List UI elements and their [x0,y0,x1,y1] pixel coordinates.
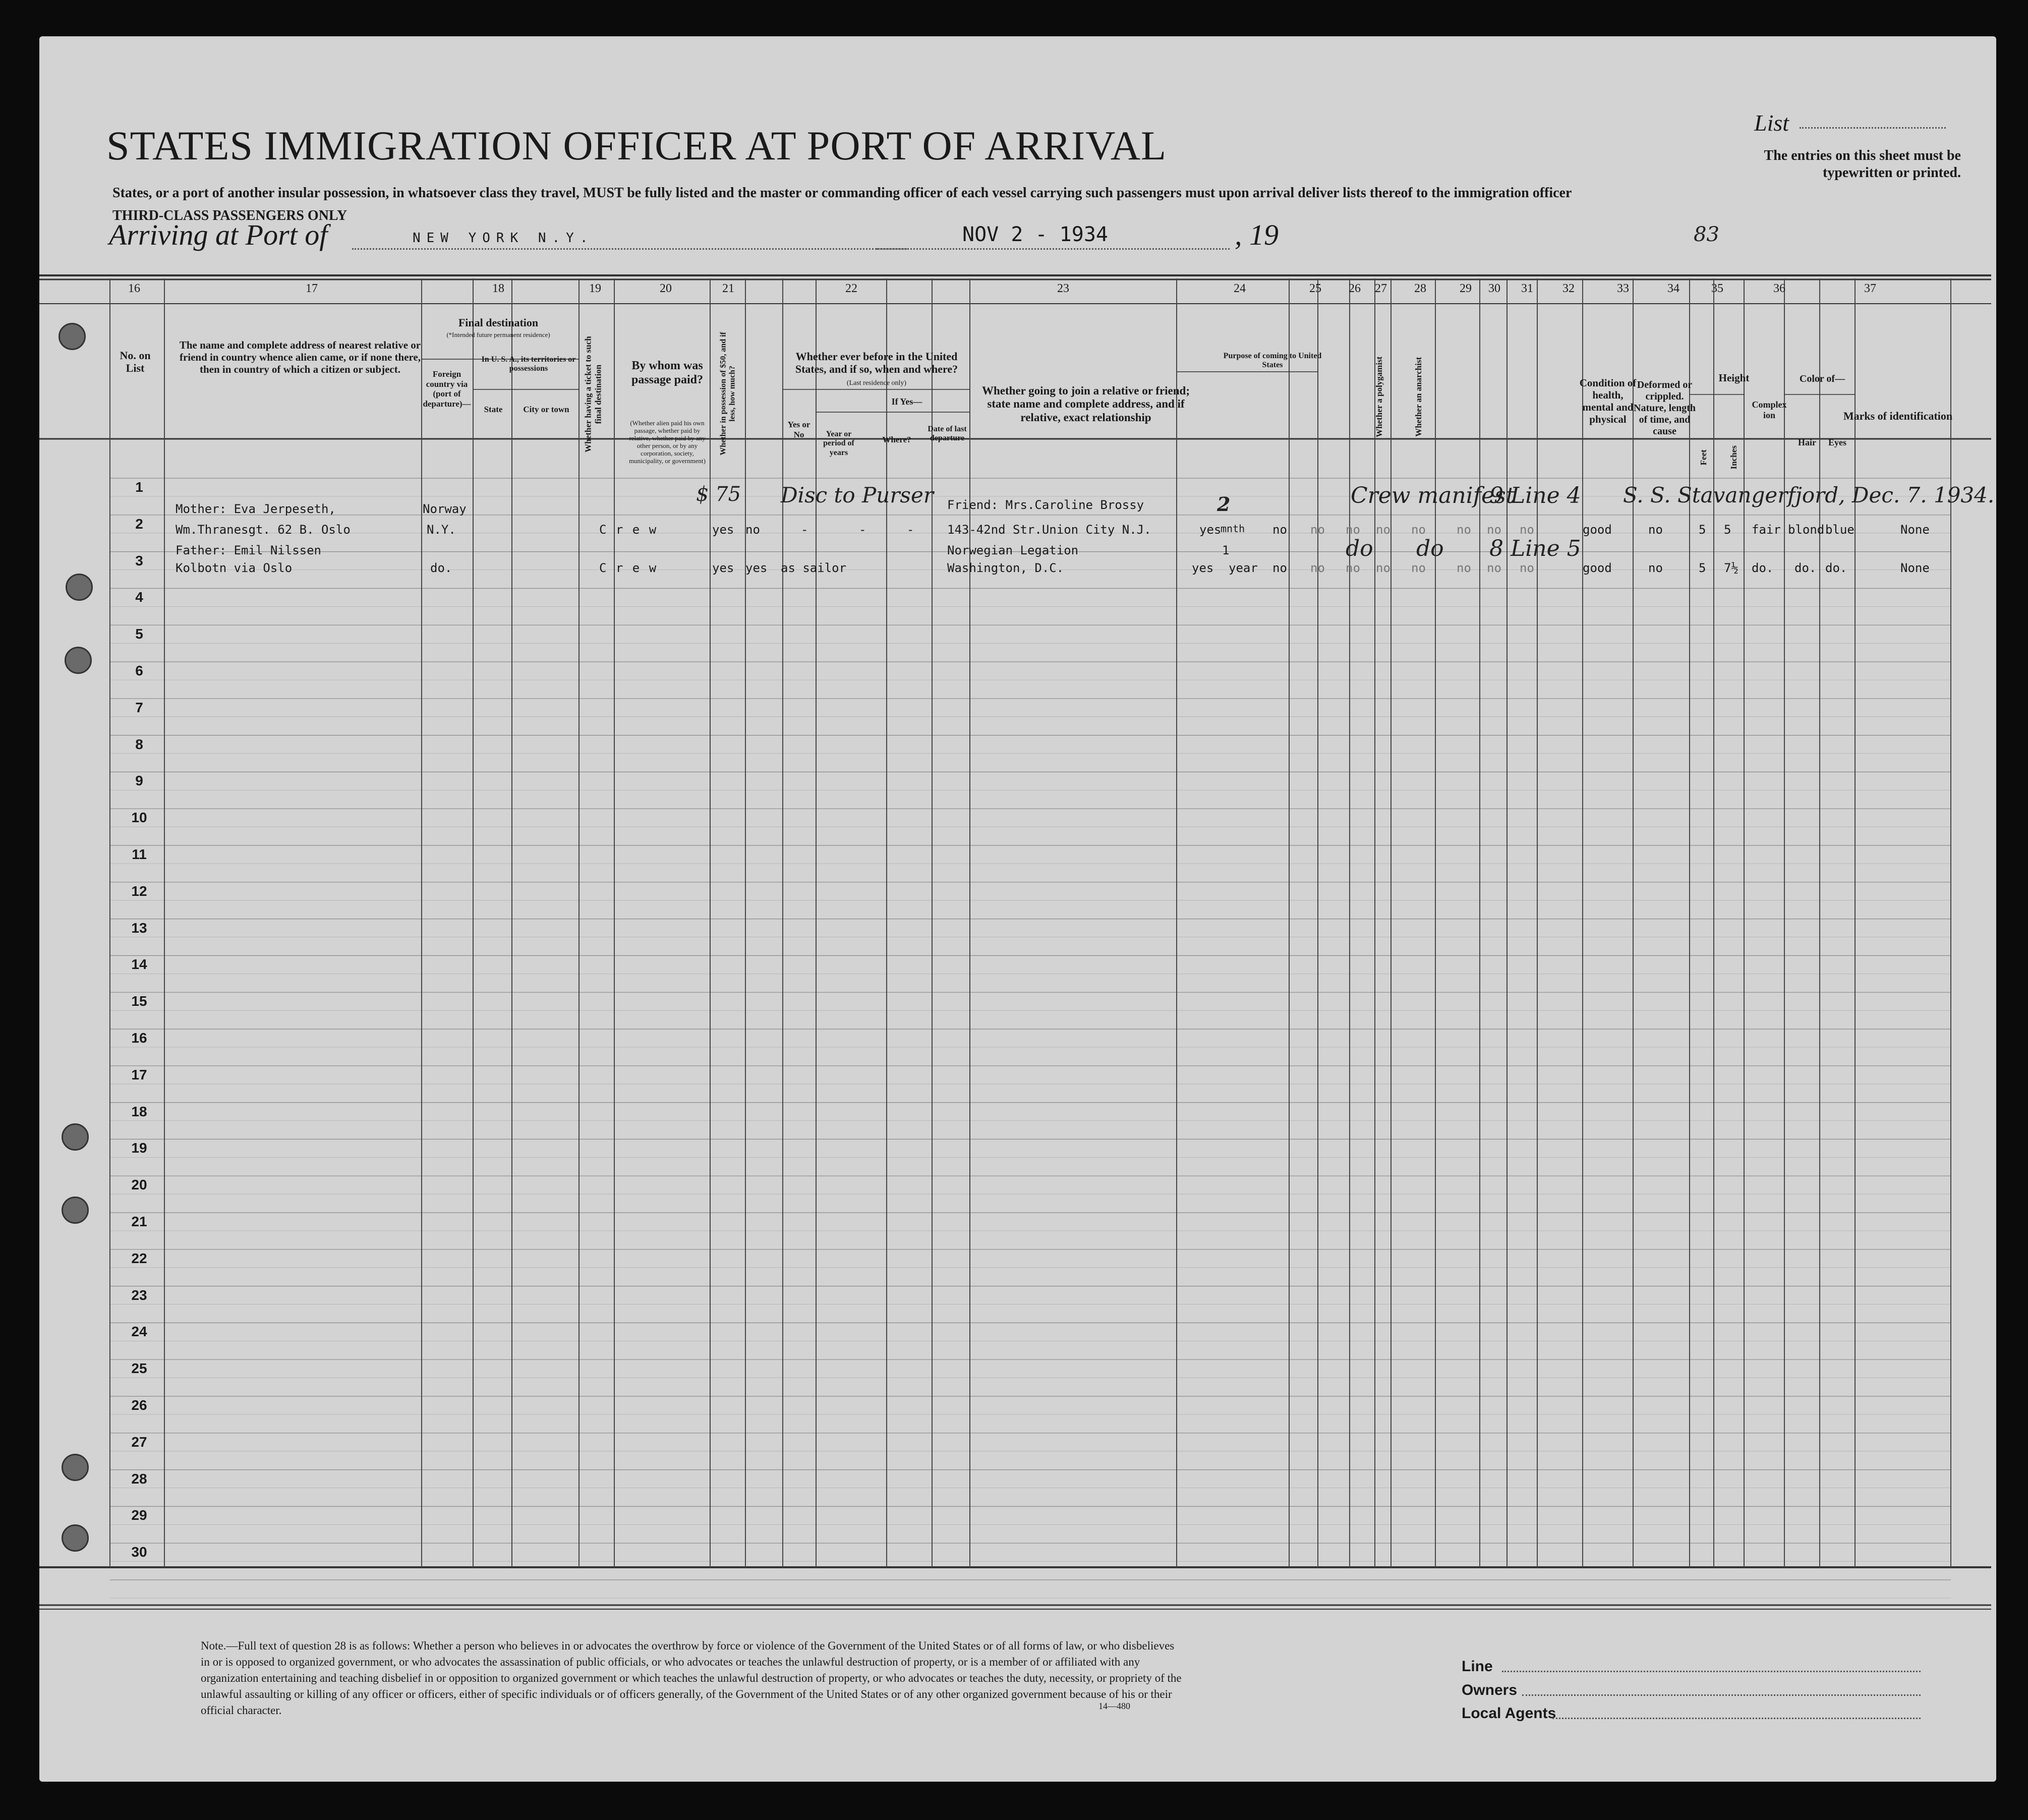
binder-hole [62,1454,89,1481]
row-number: 7 [135,699,143,715]
row-number: 21 [131,1214,147,1229]
row2-marks: None [1900,561,1930,575]
footer-line-field [1502,1671,1921,1672]
header-inches: Inches [1729,445,1739,470]
row-number: 23 [131,1287,147,1303]
header-complexion: Complexion [1752,400,1787,420]
row2-deformed: no [1648,561,1663,575]
row1-hair: blond [1788,523,1825,537]
row1-q29: no [1457,523,1471,537]
row2-passage-paid: C r e w [599,561,658,575]
row2-do-handwritten-2: do [1416,536,1444,561]
colnum-24: 24 [1234,282,1246,295]
colnum-26: 26 [1349,282,1361,295]
row2-line-handwritten: 8 Line 5 [1489,536,1581,561]
row2-join-line2: Washington, D.C. [947,561,1064,575]
port-value: NEW YORK N.Y. [413,231,594,246]
colnum-30: 30 [1488,282,1500,295]
header-state: State [484,405,503,414]
row1-years: - [801,523,808,537]
row2-do-handwritten-1: do [1346,536,1373,561]
footer-owners-field [1522,1694,1921,1696]
colnum-22: 22 [845,282,857,295]
row2-eyes: do. [1825,561,1847,575]
header-no-on-list: No. on List [120,349,151,375]
row1-anarchist: no [1376,523,1390,537]
row1-length-handwritten: 2 [1217,493,1231,516]
footer-owners-label: Owners [1462,1682,1518,1698]
row1-inches: 5 [1724,523,1731,537]
row1-foreign-country: Norway [423,502,467,516]
header-hair: Hair [1798,437,1816,447]
row2-q25: no [1310,561,1325,575]
header-if-yes: If Yes— [891,396,922,407]
row2-anarchist: no [1376,561,1390,575]
row-number: 28 [131,1470,147,1487]
row1-deformed: no [1648,523,1663,537]
row-number: 19 [131,1140,147,1156]
header-ticket: Whether having a ticket to such final destination [583,336,603,452]
row-number: 30 [131,1544,147,1560]
colnum-32: 32 [1562,282,1575,295]
row1-eyes: blue [1825,523,1855,537]
row1-line-handwritten: 9 Line 4 [1489,483,1581,508]
header-passage-paid-sub: (Whether alien paid his own passage, whether paid by relative, whether paid by any other person, or by any corporation, society, municipality, or government) [629,419,706,465]
row1-citizen: no [1272,523,1287,537]
row1-polygamist: no [1346,523,1360,537]
row1-foreign-port: N.Y. [427,523,456,537]
row1-length: mnth [1221,523,1245,535]
row-number: 8 [135,736,143,752]
colnum-36: 36 [1773,282,1785,295]
colnum-29: 29 [1460,282,1472,295]
header-in-usa: In U. S. A., its territories or possessions [481,355,576,373]
row1-ship-note: S. S. Stavangerfjord, Dec. 7. 1934. [1623,483,1995,507]
date-value: NOV 2 - 1934 [962,223,1108,246]
page-mark: 83 [1694,223,1719,246]
row2-relative-line2: Kolbotn via Oslo [176,561,293,575]
row1-feet: 5 [1699,523,1706,537]
colnum-19: 19 [589,282,601,295]
row1-health: good [1583,523,1612,537]
footnote-question-28: Note.—Full text of question 28 is as follows: Whether a person who believes in or advocates the overthrow by force or violence of the Government of the United States or of all forms of law, or who disbelieves in or is opposed to organized government, or who advocates the assassination of public officials, or who advocates or teaches the unlawful destruction of property, or is a member of or affiliated with any organization entertaining and teaching disbelief in or opposition to organized government or which teaches the unlawful destruction of property, or who advocates or teaches the duty, necessity, or propriety of the unlawful assaulting or killing of any officer or officers, either of specific individuals or of officers generally, of the Government of the United States or of any other organized government because of his or their official character. [201,1639,1182,1717]
row2-inches: 7½ [1724,561,1739,575]
row2-foreign-country: do. [430,561,452,575]
row1-q30: no [1487,523,1501,537]
colnum-18: 18 [492,282,504,295]
header-foreign-country: Foreign country via (port of departure)— [423,369,471,409]
row2-join-line1: Norwegian Legation [947,543,1079,557]
row1-relative-line2: Wm.Thranesgt. 62 B. Oslo [176,523,351,537]
colnum-23: 23 [1057,282,1069,295]
colnum-37: 37 [1864,282,1876,295]
row-number: 12 [131,883,147,899]
row2-money: yes [712,561,734,575]
row1-money-handwritten: $ 75 [696,483,741,506]
row1-join-line2: 143-42nd Str.Union City N.J. [947,523,1151,537]
intro-text: States, or a port of another insular possession, in whatsoever class they travel, MUST be fully listed and the master or commanding officer of each vessel carrying such passengers must upon arrival deliver lists thereof to the immigration officer [112,185,1572,201]
row-number: 2 [135,516,143,532]
header-purpose: Purpose of coming to United States [1223,352,1322,370]
colnum-35: 35 [1711,282,1723,295]
row1-q31: no [1520,523,1534,537]
row2-before: yes [745,561,768,575]
row2-length: year [1229,561,1258,575]
header-last-residence: (Last residence only) [846,379,907,387]
row2-q31: no [1520,561,1534,575]
colnum-25: 25 [1309,282,1321,295]
header-anarchist: Whether an anarchist [1414,357,1424,437]
header-eyes: Eyes [1828,437,1846,447]
row1-passage-paid: C r e w [599,523,658,537]
colnum-28: 28 [1414,282,1426,295]
colnum-31: 31 [1521,282,1533,295]
row2-citizen: no [1272,561,1287,575]
row-number: 4 [135,589,143,605]
row-number: 16 [131,1030,147,1046]
row-number: 5 [135,626,143,642]
row2-health: good [1583,561,1612,575]
row-number: 17 [131,1066,147,1083]
binder-hole [59,323,86,350]
header-date-departure: Date of last departure [928,425,967,443]
binder-hole [62,1123,89,1151]
colnum-20: 20 [660,282,672,295]
row1-purpose: yes [1199,523,1222,537]
row-number: 22 [131,1250,147,1266]
row1-before: no [745,523,760,537]
colnum-16: 16 [128,282,140,295]
page-title: STATES IMMIGRATION OFFICER AT PORT OF ARRIVAL [106,123,1167,168]
colnum-17: 17 [306,282,318,295]
header-marks: Marks of identification [1843,410,1953,422]
row-number: 13 [131,920,147,936]
binder-hole [62,1524,89,1552]
header-yes-no: Yes or No [787,420,810,439]
entries-note: The entries on this sheet must be typewritten or printed. [1764,148,1961,181]
row2-purpose: yes [1192,561,1214,575]
header-polygamist: Whether a polygamist [1374,356,1384,437]
row-number: 25 [131,1360,147,1377]
row1-where: - [859,523,866,537]
manifest-sheet [39,36,1996,1782]
header-ever-before: Whether ever before in the United States, and if so, when and where? [795,350,958,376]
row-number: 11 [132,846,147,862]
list-label: List [1754,110,1789,136]
class-label: THIRD-CLASS PASSENGERS ONLY [112,208,347,223]
row-number: 26 [131,1397,147,1413]
row-number: 29 [131,1507,147,1523]
row-number: 6 [135,663,143,678]
row2-feet: 5 [1699,561,1706,575]
row1-disc-to-purser: Disc to Purser [781,483,934,507]
row-number: 27 [131,1434,147,1450]
row2-complexion: do. [1752,561,1774,575]
colnum-21: 21 [722,282,734,295]
header-height: Height [1718,372,1750,384]
row2-q29: no [1457,561,1471,575]
row1-date: - [907,523,914,537]
row1-money: yes [712,523,734,537]
row1-crew-manifest: Crew manifest [1351,483,1515,508]
header-join-relative: Whether going to join a relative or friend; state name and complete address, and if relative, exact relationship [981,384,1190,424]
row2-q28: no [1411,561,1426,575]
row2-length-num: 1 [1222,543,1230,557]
header-years: Year or period of years [823,430,854,457]
row2-relative-line1: Father: Emil Nilssen [176,543,321,557]
header-health: Condition of health, mental and physical [1579,377,1637,426]
row-number: 10 [131,810,147,826]
binder-hole [62,1197,89,1224]
table-grid [39,36,1996,1782]
footer-agents-field [1552,1718,1921,1719]
header-city: City or town [523,405,569,414]
row-number: 14 [131,956,147,973]
header-color-of: Color of— [1799,373,1845,384]
header-fifty-dollars: Whether in possession of $50, and if less, how much? [719,332,737,456]
header-final-destination: Final destination [458,316,539,329]
row-number: 24 [131,1324,147,1340]
row2-polygamist: no [1346,561,1360,575]
row2-years: as sailor [781,561,847,575]
row-number: 3 [135,552,143,568]
footer-agents-label: Local Agents [1462,1705,1556,1722]
form-number: 14—480 [1098,1701,1130,1711]
row-number: 20 [131,1177,147,1193]
binder-hole [66,574,93,601]
colnum-34: 34 [1667,282,1679,295]
header-deformed: Deformed or crippled. Nature, length of time, and cause [1634,379,1696,437]
row-number: 15 [131,993,147,1009]
row1-join-line1: Friend: Mrs.Caroline Brossy [947,498,1144,512]
footer-line-label: Line [1462,1658,1493,1675]
row1-complexion: fair [1752,523,1781,537]
binder-hole [65,647,92,674]
header-final-destination-sub: (*Intended future permanent residence) [446,331,550,338]
row-number: 9 [135,773,143,789]
row-number: 1 [135,479,143,495]
header-relative: The name and complete address of nearest relative or friend in country whence alien came, or if none there, then in country of which a citizen or subject. [179,339,421,376]
row-number: 18 [131,1103,147,1119]
row1-q28: no [1411,523,1426,537]
row2-q30: no [1487,561,1501,575]
colnum-33: 33 [1617,282,1629,295]
header-passage-paid: By whom was passage paid? [631,359,704,386]
row1-marks: None [1900,523,1930,537]
row2-hair: do. [1794,561,1817,575]
arriving-label: Arriving at Port of [109,218,328,251]
year-label: , 19 [1235,218,1279,251]
colnum-27: 27 [1375,282,1387,295]
header-feet: Feet [1699,449,1709,466]
header-where: Where? [882,435,911,444]
row1-q25: no [1310,523,1325,537]
row1-relative-line1: Mother: Eva Jerpeseth, [176,502,336,516]
